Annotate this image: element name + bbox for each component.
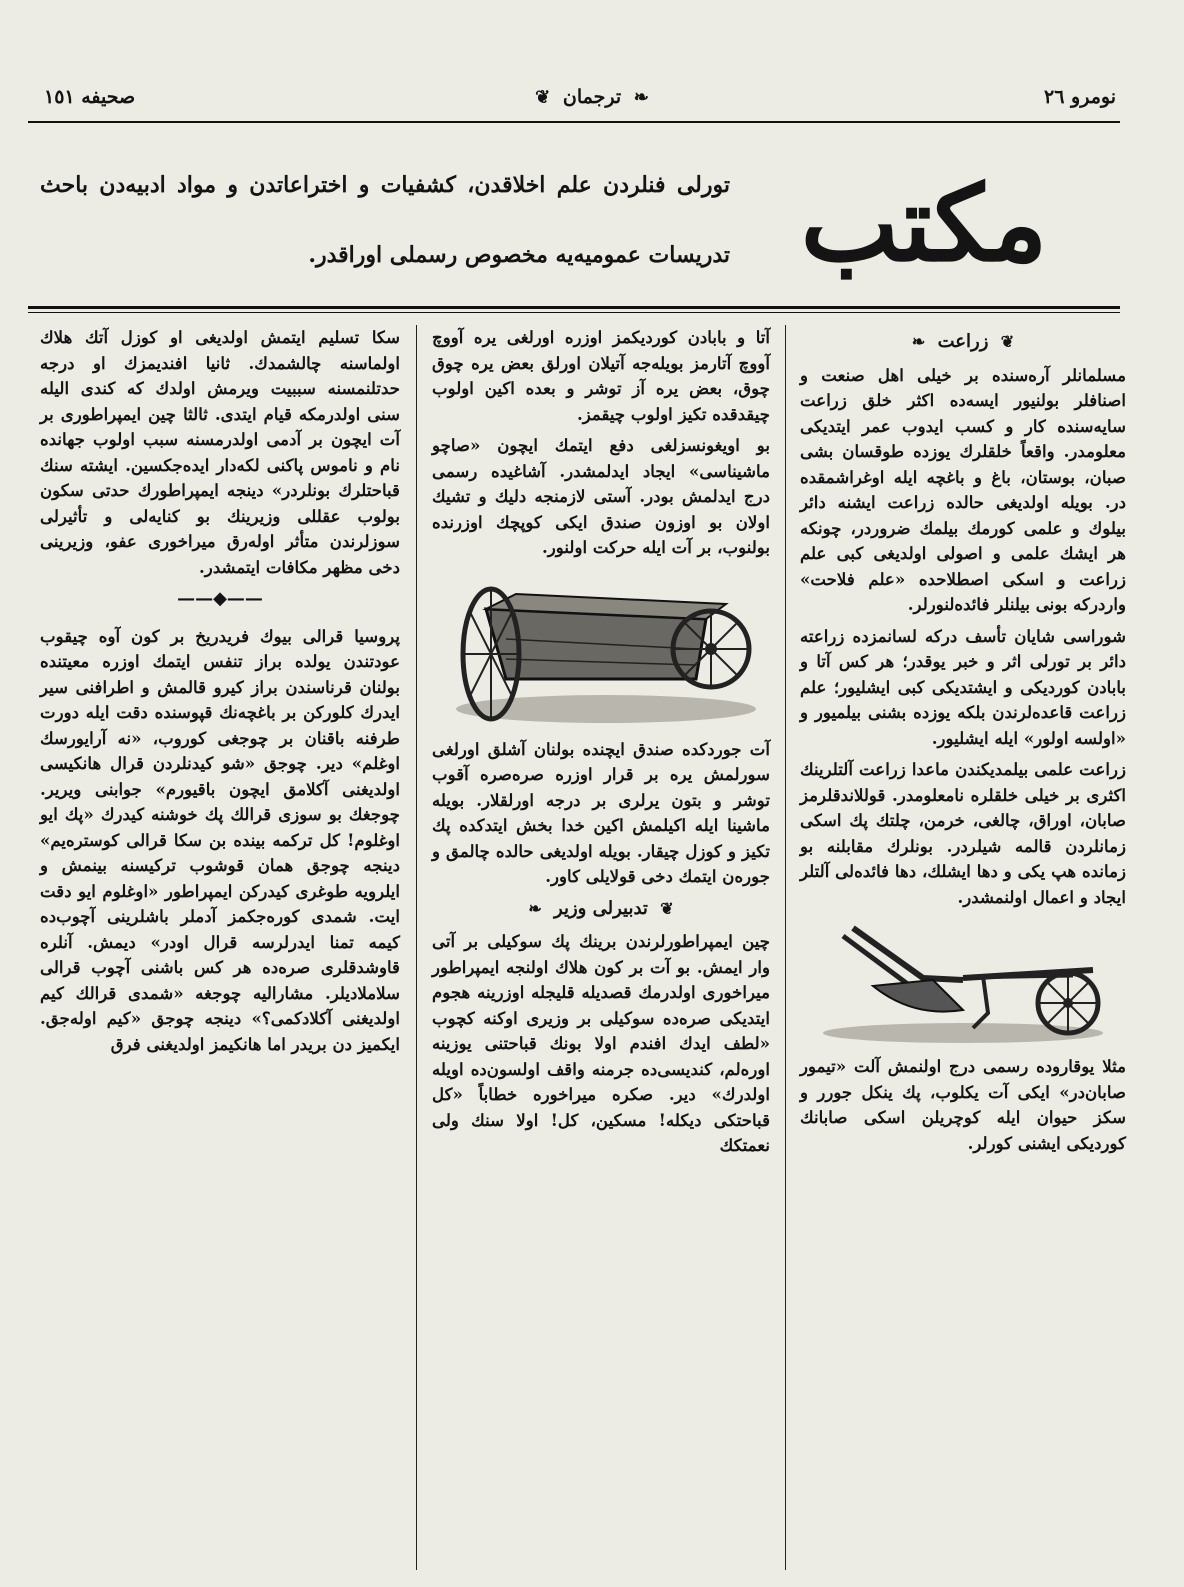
column-divider xyxy=(416,325,417,1570)
paragraph: پروسيا قرالى بيوك فريدريخ بر كون آوه چيقوب عودتندن يولده براز تنفس ايتمك اوزره معيتنده بولنان قرناسندن براز كيرو قالمش و اطرافنى سير ايدرك كلوركن بر باغچه‌نك قپوسنده دقت ايله دورت طرفنه باقنان بر چوجغى كوروب، «نه آرايورسك اوغلم» دير. چوجق «شو كيدنلردن قرال هانكيسى اولديغنى آكلامق ايچون باقيورم» جوابنى ويرير. چوجغك بو سوزى قرالك پك خوشنه كيدرك «پك ايو اوغلوم! كل تركمه بيندە بن سكا قرالى كوستره‌يم» دينجه چوجق همان قوشوب تركيسنه بينمش و ايلرويه طوغرى كيدركن ايمپراطور «اوغلوم ايو دقت ايت. شمدى كوره‌جكمز آدملر باشلرينى آچوب‌ده كيمه تمنا ايدرلرسه قرال اودر» ديمش. آنلره قاوشدقلرى صره‌ده هر كس باشنى آچوب قرالى سلاملاديلر. مشاراليه چوجغه «شمدى قرالك كيم اولديغنى آكلادكمى؟» دينجه چوجق «كيم اوله‌جق. ايكميز دن بريدر اما هانكيمز اولديغنى فرق xyxy=(40,625,401,1054)
masthead-description: تورلى فنلردن علم اخلاقدن، كشفيات و اختراعاتدن و مواد ادبيه‌دن باحث تدريسات عموميه‌يه مخصوص رسملى اوراقدر. xyxy=(40,172,730,268)
paper-name-header xyxy=(0,86,1184,108)
seed-drill-illustration xyxy=(446,569,756,729)
paper-name: ترجمان xyxy=(562,86,622,108)
section-title-wise-vizier: ❦ تدبيرلى وزير ❧ xyxy=(528,897,674,919)
ornament-icon: ❦ xyxy=(1000,332,1015,351)
ornament-icon: ❧ xyxy=(633,87,649,108)
paragraph: سكا تسليم ايتمش اولديغى او كوزل آتك هلاك اولماسنه چالشمدك. ثانيا افنديمزك او درجه حدتلنمسنه سببيت ويرمش اولدك كه كندى اليله سنى اولدرمكه قيام ايتدى. ثالثا چين ايمپراطورى بر آت ايچون بر آدمى اولدرمسنه سبب اولوب جهانده نام و ناموس پاكنى لكه‌دار ايده‌جكسين. ايشته سنك قباحتلرك بونلردر» دينجه ايمپراطورك حدتى سكون بولوب عقللى وزيرينك بو كنايه‌لى و تأثيرلى سوزلرندن متأثر اوله‌رق ميراخورى عفو، وزيرينى دخى مظهر مكافات ايتمشدر. xyxy=(40,327,400,577)
section-divider-icon: ——◆—— xyxy=(177,588,263,609)
paragraph: مثلا يوقاروده رسمى درج اولنمش آلت «تيمور صابان‌در» ايكى آت يكلوب، پك ينكل جورر و سكز حيوان ايله كوچريلن اسكى صابانك كورديكى ايشنى كورلر. xyxy=(800,1056,1126,1153)
masthead-rule-thin xyxy=(28,312,1120,313)
column-middle xyxy=(432,325,770,1165)
column-divider xyxy=(785,325,786,1570)
column-left xyxy=(40,325,400,1063)
paragraph: چين ايمپراطورلرندن برينك پك سوكيلى بر آتى وار ايمش. بو آت بر كون هلاك اولنجه ايمپراطور ميراخورى اولدرمك قصديله قليجله اوزرينه هجوم ايتديكى صره‌ده سوكيلى بر وزيرى اوكنه كچوب «لطف ايدك افندم اولا بونك قباحتنى يوزينه اورەلم، كنديسى‌ده جرمنه واقف اولسون‌ده اويله اولدرك» دير. صكره ميراخوره خطاباً «كل قباحتكى ديكله! مسكين، كل! اولا سنك ولى نعمتكك xyxy=(432,931,770,1155)
ornament-icon: ❦ xyxy=(535,87,551,108)
paragraph: زراعت علمى بيلمديكندن ماعدا زراعت آلتلرينك اكثرى بر خيلى خلقلره نامعلومدر. قوللاندقلرمز صابان، اوراق، چالغى، خرمن، چلتك پك اسكى زمانلردن قالمه شيلردر. بونلرك مقابلنه بو زمانده هپ يكى و دها ايشلك، دها فائده‌لى آلتلر ايجاد و اعمال اولنمشدر. xyxy=(800,759,1126,907)
issue-number: نومرو ٢٦ xyxy=(1044,86,1116,108)
ornament-icon: ❧ xyxy=(911,332,926,351)
paragraph: شوراسى شايان تأسف دركه لسانمزده زراعته دائر بر تورلى اثر و خبر يوقدر؛ هر كس آتا و بابادن كورديكى و ايشتديكى كبى ايشليور؛ علم زراعت قاعده‌لرندن بلكه يوزده بشنى بيلميور و «اولسه اولور» ايله ايشليور. xyxy=(800,625,1126,748)
paragraph: بو اويغونسزلغى دفع ايتمك ايچون «صاچو ماشيناسى» ايجاد ايدلمشدر. آشاغيده رسمى درج ايدلمش بودر. آستى لازمنجه دليك و تشيك اولان بو اوزون صندق ايكى كوپچك اوزرنده بولنوب، بر آت ايله حركت اولنور. xyxy=(432,435,770,557)
paragraph: آت جوردكده صندق ايچنده بولنان آشلق اورلغى سورلمش يره بر قرار اوزره صره‌صره آقوب توشر و بتون يرلرى بر درجه اورلقلار. بويله ماشينا ايله اكيلمش اكين خدا بخش ايتدكده پك تكيز و كوزل چيقار. بويله اولديغى حالده چالمق و جوره‌ن ايتمك دخى قولايلى كاور. xyxy=(432,738,770,886)
masthead-title: مكتب xyxy=(800,162,1048,285)
column-right xyxy=(800,325,1126,1162)
section-title-agriculture: ❦ زراعت ❧ xyxy=(911,331,1015,352)
masthead-rule xyxy=(28,306,1120,309)
paragraph: مسلمانلر آره‌سنده بر خيلى اهل صنعت و اصنافلر بولنيور ايسه‌ده اكثر خلق زراعت سايه‌سنده كار و كسب ايدوب عمر ايتديكى معلومدر. واقعاً خلقلرك يوزده طوقسان بشى صبان، بوستان، باغ و باغچه ايله اوغراشمقده در. بويله اولديغى حالده زراعت ايشنه دائر بيلوك و علمى كورمك بيلمك ضروردر، چونكه هر ايشك علمى و اصولى اولديغى كبى علم زراعت و اسكى اصطلاحده «علم فلاحت» واردركه بونى بيلنلر فائده‌لنورلر. xyxy=(800,364,1126,614)
iron-plow-illustration xyxy=(813,918,1113,1046)
page-number: صحيفه ١٥١ xyxy=(44,86,136,108)
ornament-icon: ❧ xyxy=(528,898,542,918)
paragraph: آتا و بابادن كورديكمز اوزره اورلغى يره آووچ آووچ آتارمز بويله‌جه آتيلان اورلق بعض يره چوق چوق، بعض يره آز توشر و بعده اكين اولوب چيقدقده تكيز اولوب چيقمز. xyxy=(432,327,770,424)
header-rule xyxy=(28,121,1120,123)
ornament-icon: ❦ xyxy=(660,898,674,918)
